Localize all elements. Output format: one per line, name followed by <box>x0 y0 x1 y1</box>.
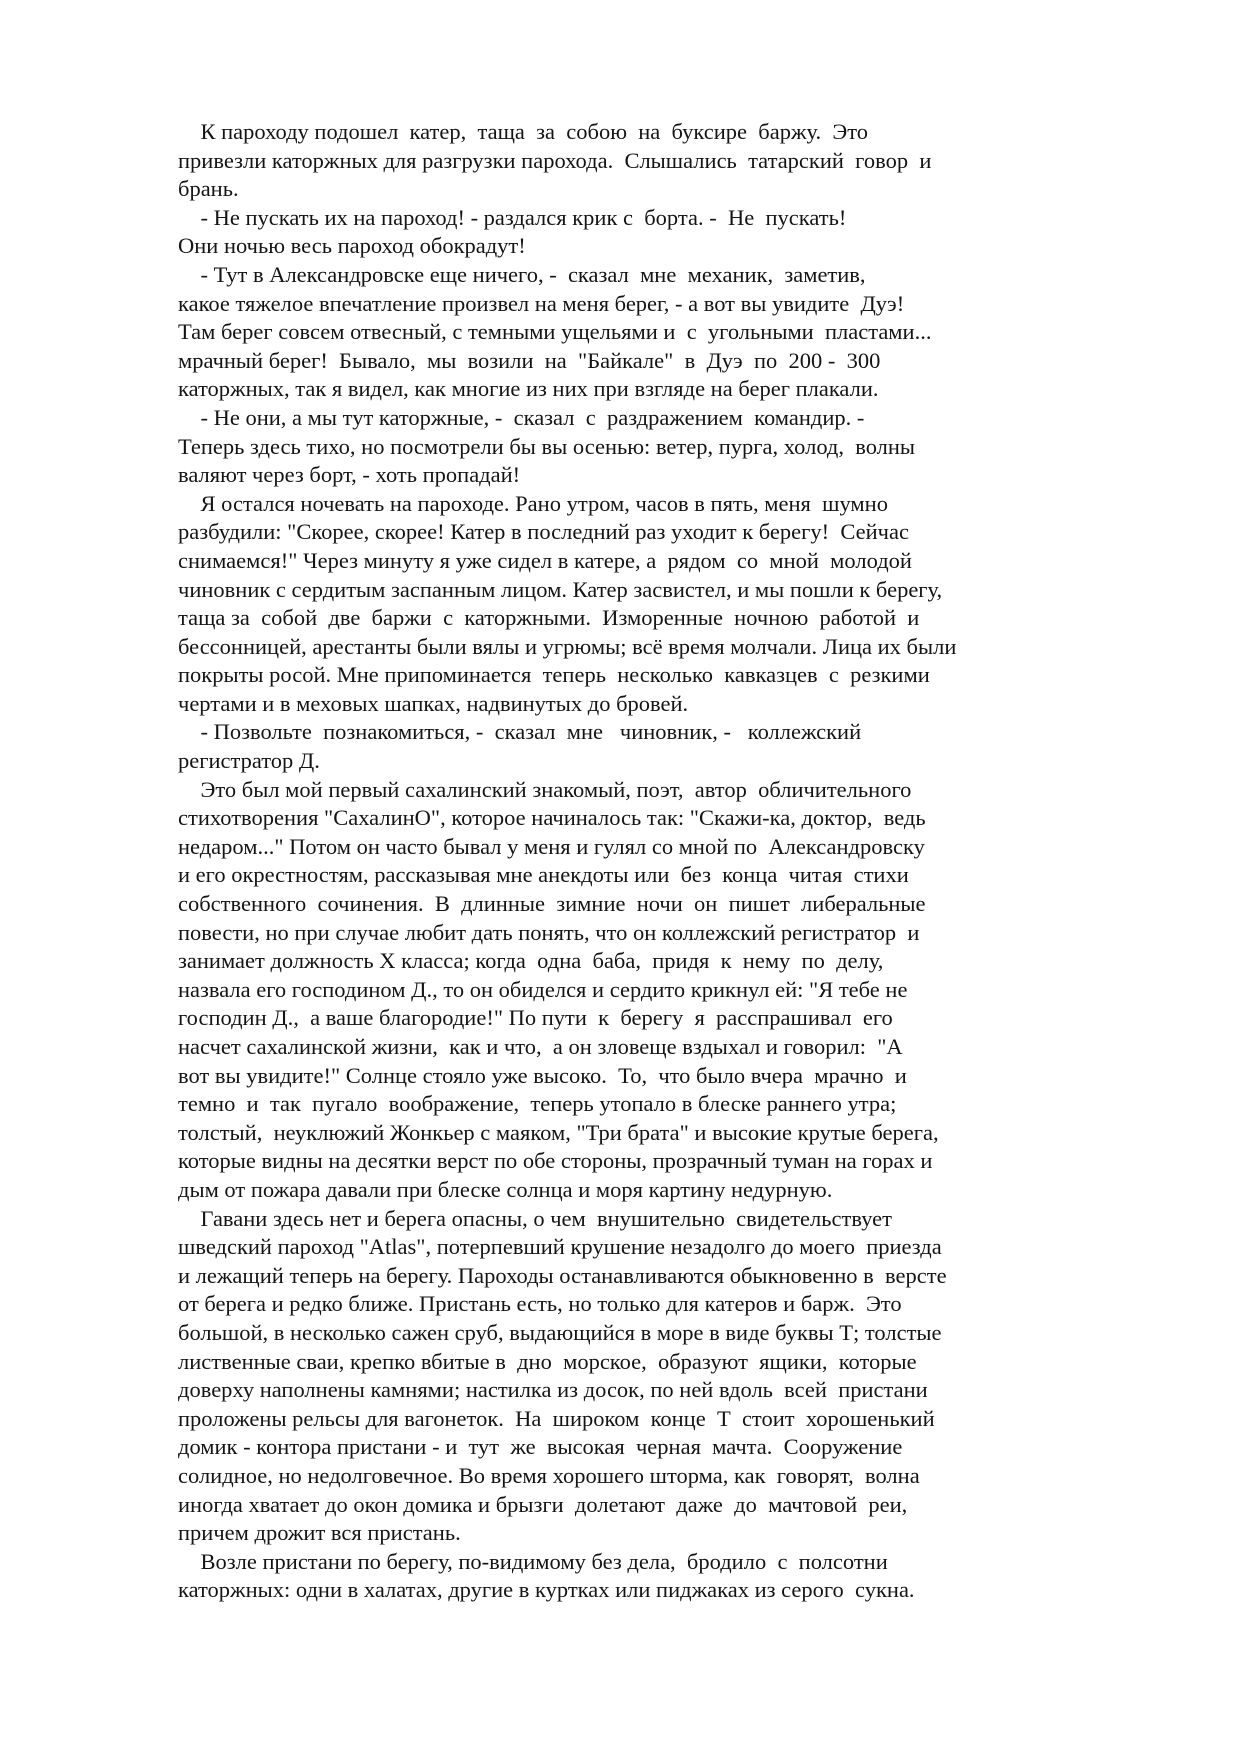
text-line: Это был мой первый сахалинский знакомый, поэт, автор обличительного <box>178 776 912 802</box>
text-line: и лежащий теперь на берегу. Пароходы останавливаются обыкновенно в версте <box>178 1262 947 1288</box>
text-line: таща за собой две баржи с каторжными. Изморенные ночною работой и <box>178 605 920 631</box>
text-line: от берега и редко ближе. Пристань есть, но только для катеров и барж. Это <box>178 1291 902 1317</box>
text-line: К пароходу подошел катер, таща за собою на буксире баржу. Это <box>178 119 869 144</box>
text-line: назвала его господином Д., то он обиделся и сердито крикнул ей: "Я тебе не <box>178 976 908 1002</box>
text-line: домик - контора пристани - и тут же высокая черная мачта. Сооружение <box>178 1434 903 1460</box>
text-line: бессонницей, арестанты были вялы и угрюмы; всё время молчали. Лица их были <box>178 633 957 659</box>
text-line: валяют через борт, - хоть пропадай! <box>178 462 521 488</box>
text-line: каторжных, так я видел, как многие из них при взгляде на берег плакали. <box>178 376 879 402</box>
text-line: солидное, но недолговечное. Во время хорошего шторма, как говорят, волна <box>178 1462 920 1488</box>
text-line: разбудили: "Скорее, скорее! Катер в последний раз уходит к берегу! Сейчас <box>178 519 909 545</box>
text-line: доверху наполнены камнями; настилка из досок, по ней вдоль всей пристани <box>178 1377 928 1403</box>
text-line: Гавани здесь нет и берега опасны, о чем внушительно свидетельствует <box>178 1205 892 1231</box>
text-line: большой, в несколько сажен сруб, выдающийся в море в виде буквы Т; толстые <box>178 1319 942 1345</box>
text-line: регистратор Д. <box>178 748 320 774</box>
text-line: Они ночью весь пароход обокрадут! <box>178 233 526 259</box>
text-line: повести, но при случае любит дать понять, что он коллежский регистратор и <box>178 919 920 945</box>
text-line: - Не они, а мы тут каторжные, - сказал с раздражением командир. - <box>178 404 865 430</box>
text-line: - Тут в Александровске еще ничего, - сказал мне механик, заметив, <box>178 261 866 287</box>
text-line: Теперь здесь тихо, но посмотрели бы вы осенью: ветер, пурга, холод, волны <box>178 433 916 459</box>
text-line: насчет сахалинской жизни, как и что, а он зловеще вздыхал и говорил: "А <box>178 1034 903 1059</box>
text-line: какое тяжелое впечатление произвел на меня берег, - а вот вы увидите Дуэ! <box>178 290 905 316</box>
text-line: чиновник с сердитым заспанным лицом. Катер засвистел, и мы пошли к берегу, <box>178 576 943 602</box>
text-line: - Не пускать их на пароход! - раздался крик с борта. - Не пускать! <box>178 204 847 230</box>
text-line: которые видны на десятки верст по обе стороны, прозрачный туман на горах и <box>178 1148 933 1174</box>
text-line: собственного сочинения. В длинные зимние ночи он пишет либеральные <box>178 891 926 917</box>
text-line: недаром..." Потом он часто бывал у меня и гулял со мной по Александровску <box>178 833 925 859</box>
text-line: чертами и в меховых шапках, надвинутых до бровей. <box>178 690 689 716</box>
text-line: мрачный берег! Бывало, мы возили на "Байкале" в Дуэ по 200 - 300 <box>178 347 881 373</box>
text-line: - Позвольте познакомиться, - сказал мне чиновник, - коллежский <box>178 719 862 745</box>
text-line: снимаемся!" Через минуту я уже сидел в катере, а рядом со мной молодой <box>178 547 912 573</box>
text-line: темно и так пугало воображение, теперь утопало в блеске раннего утра; <box>178 1091 897 1117</box>
text-line: и его окрестностям, рассказывая мне анекдоты или без конца читая стихи <box>178 862 909 888</box>
text-line: брань. <box>178 176 239 202</box>
text-line: Возле пристани по берегу, по-видимому без дела, бродило с полсотни <box>178 1548 888 1574</box>
text-line: занимает должность X класса; когда одна баба, придя к нему по делу, <box>178 948 884 974</box>
text-line: дым от пожара давали при блеске солнца и моря картину недурную. <box>178 1176 833 1202</box>
text-line: стихотворения "СахалинО", которое начиналось так: "Скажи-ка, доктор, ведь <box>178 805 926 831</box>
text-line: Я остался ночевать на пароходе. Рано утром, часов в пять, меня шумно <box>178 490 888 516</box>
text-line: шведский пароход "Atlas", потерпевший крушение незадолго до моего приезда <box>178 1234 942 1260</box>
text-line: вот вы увидите!" Солнце стояло уже высоко. То, что было вчера мрачно и <box>178 1062 907 1088</box>
body-text <box>178 118 1058 1605</box>
text-line: Там берег совсем отвесный, с темными ущельями и с угольными пластами... <box>178 319 932 345</box>
text-line: толстый, неуклюжий Жонкьер с маяком, "Три брата" и высокие крутые берега, <box>178 1119 939 1145</box>
text-line: иногда хватает до окон домика и брызги долетают даже до мачтовой реи, <box>178 1491 908 1517</box>
text-line: покрыты росой. Мне припоминается теперь несколько кавказцев с резкими <box>178 662 930 688</box>
text-line: проложены рельсы для вагонеток. На широком конце Т стоит хорошенький <box>178 1405 935 1431</box>
text-line: каторжных: одни в халатах, другие в куртках или пиджаках из серого сукна. <box>178 1577 915 1603</box>
text-line: господин Д., а ваше благородие!" По пути к берегу я расспрашивал его <box>178 1005 893 1031</box>
text-line: лиственные сваи, крепко вбитые в дно морское, образуют ящики, которые <box>178 1348 917 1374</box>
text-line: привезли каторжных для разгрузки парохода. Слышались татарский говор и <box>178 147 932 173</box>
text-line: причем дрожит вся пристань. <box>178 1520 461 1546</box>
